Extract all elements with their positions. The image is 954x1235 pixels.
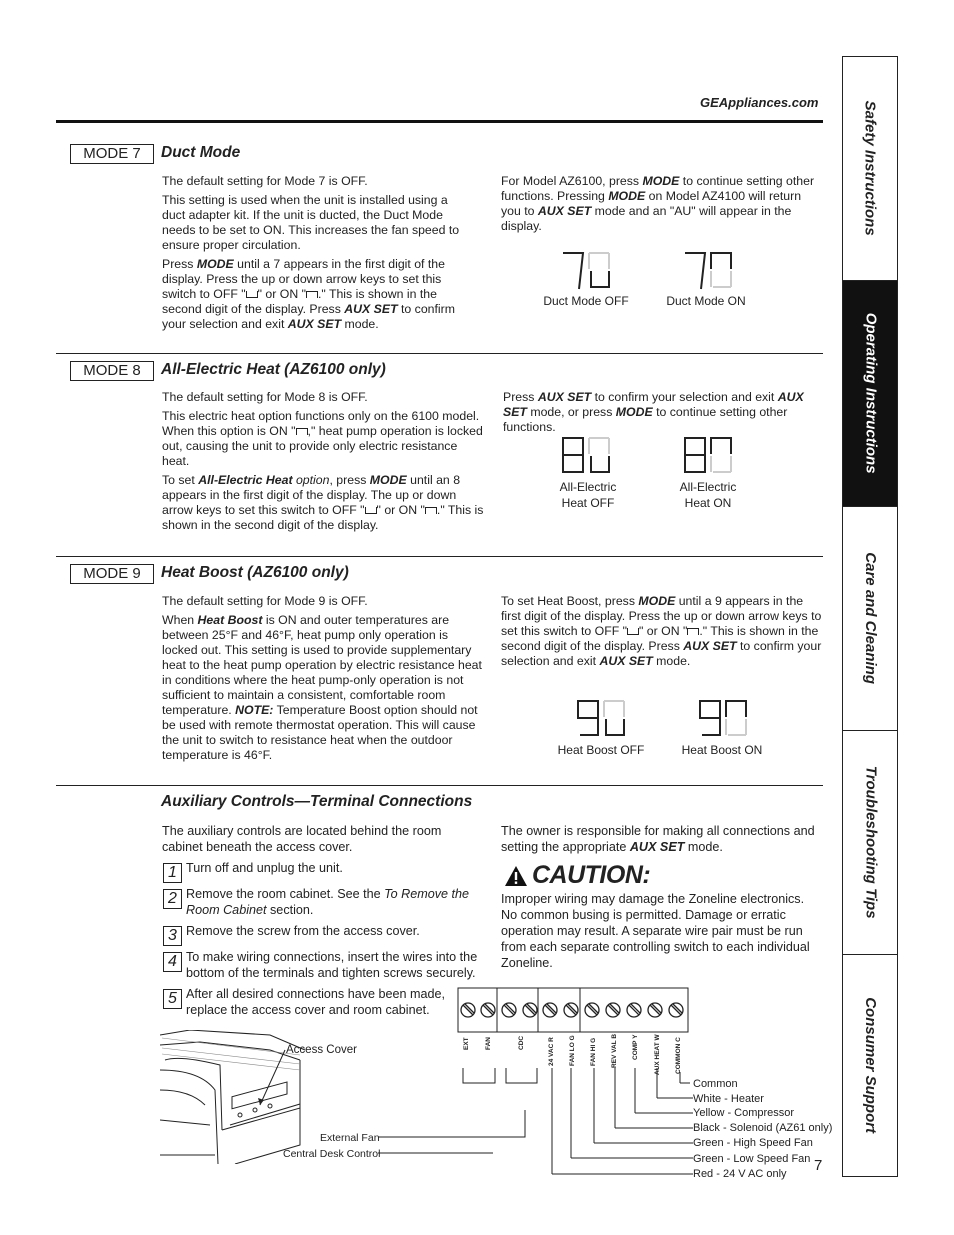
step-text: After all desired connections have been made, replace the access cover and room cabinet. <box>186 987 446 1017</box>
access-cover-label: Access Cover <box>286 1044 357 1056</box>
lcd-electric-on-icon <box>682 435 738 477</box>
mode7-text: The default setting for Mode 7 is OFF. This setting is used when the unit is installed using a duct adapter kit. If the unit is ducted, the Duct Mode needs to be set to ON. This increases the fan speed to ensure proper circulation. Press MODE until a 7 appears in the first digit of the display. Press the up or down arrow keys to set this switch to OFF " " or ON " ." This is shown in the second digit of the display. Press AUX SET to confirm your selection and exit AUX SET mode. <box>162 174 460 331</box>
wire-label: Red - 24 V AC only <box>693 1168 787 1180</box>
terminal-label: FAN <box>485 1037 492 1050</box>
tab-consumer-support[interactable]: Consumer Support <box>862 997 880 1134</box>
on-symbol-icon <box>687 628 699 635</box>
on-symbol-icon <box>306 291 318 298</box>
electric-off-caption: All-Electric Heat OFF <box>559 480 617 510</box>
step-text: Remove the screw from the access cover. <box>186 924 420 938</box>
step-number: 3 <box>163 926 182 946</box>
mode7-badge: MODE 7 <box>70 144 154 164</box>
step-text: Remove the room cabinet. See the To Remove the Room Cabinet section. <box>186 887 470 917</box>
terminal-label: COMMON C <box>675 1037 682 1074</box>
off-symbol-icon <box>627 628 639 635</box>
electric-on-caption: All-Electric Heat ON <box>679 480 737 510</box>
mode9-title: Heat Boost (AZ6100 only) <box>161 564 349 581</box>
terminal-label: FAN HI G <box>590 1037 597 1066</box>
duct-off-caption: Duct Mode OFF <box>543 294 629 308</box>
site-url: GEAppliances.com <box>700 95 819 110</box>
page-number: 7 <box>814 1157 823 1174</box>
lcd-duct-on-icon <box>682 250 738 292</box>
wire-label: Green - Low Speed Fan <box>693 1153 811 1165</box>
terminal-label: AUX HEAT W <box>654 1034 661 1075</box>
wire-label: Green - High Speed Fan <box>693 1137 813 1149</box>
wire-label: Black - Solenoid (AZ61 only) <box>693 1122 833 1134</box>
lcd-duct-off-icon <box>560 250 616 292</box>
mode8-title: All-Electric Heat (AZ6100 only) <box>161 361 386 378</box>
lcd-electric-off-icon <box>560 435 616 477</box>
terminal-label: CDC <box>518 1035 525 1050</box>
off-symbol-icon <box>365 507 377 514</box>
on-symbol-icon <box>296 428 308 435</box>
step-text: To make wiring connections, insert the wires into the bottom of the terminals and tighten screws securely. <box>186 950 478 980</box>
mode9-text: The default setting for Mode 9 is OFF. When Heat Boost is ON and outer temperatures are between 25°F and 46°F, heat pump only operation is locked out. This setting is used to provide supplementary heat to the heat pump operation by electric resistance heat in conditions where the heat pump-only operation is not sufficient to maintain a consistent, comfortable room temperature. NOTE: Temperature Boost option should not be used with remote thermostat operation. This will cause the unit to switch to resistance heat when the outdoor temperature is 46°F. <box>162 594 482 762</box>
caution-text: Improper wiring may damage the Zoneline electronics. No common busing is permitted. Damage or erratic operation may result. A separate wire pair must be run from each separate controlling switch to each individual Zoneline. <box>501 892 810 970</box>
terminal-label: EXT <box>463 1037 470 1050</box>
mode8-right-text: Press AUX SET to confirm your selection and exit AUX SET mode, or press MODE to continue setting other functions. <box>503 390 804 434</box>
tab-safety-instructions[interactable]: Safety Instructions <box>843 57 897 281</box>
aux-title: Auxiliary Controls—Terminal Connections <box>161 793 473 810</box>
wire-label: White - Heater <box>693 1093 764 1105</box>
terminal-label: FAN LO G <box>569 1035 576 1066</box>
step-number: 2 <box>163 889 182 909</box>
terminal-block-diagram <box>455 986 695 1186</box>
terminal-label: REV VAL B <box>611 1033 618 1068</box>
section-sidebar <box>842 56 898 1177</box>
central-desk-label: Central Desk Control <box>283 1148 381 1160</box>
terminal-label: 24 VAC R <box>548 1037 555 1066</box>
on-symbol-icon <box>425 507 437 514</box>
mode8-text: The default setting for Mode 8 is OFF. This electric heat option functions only on the 6100 model. When this option is ON " ," heat pump operation is locked out, causing the unit to provide only electric resistance heat. To set All-Electric Heat option, press MODE until an 8 appears in the first digit of the display. The up or down arrow keys to set this switch to OFF " " or ON " ." This is shown in the second digit of the display. <box>162 390 484 532</box>
tab-care-and-cleaning[interactable]: Care and Cleaning <box>843 507 897 731</box>
mode8-badge: MODE 8 <box>70 361 154 381</box>
warning-triangle-icon <box>503 864 529 888</box>
mode7-title: Duct Mode <box>161 144 241 161</box>
mode8-divider <box>56 556 823 557</box>
caution-heading: CAUTION: <box>532 861 651 889</box>
wire-label: Common <box>693 1078 738 1090</box>
step-number: 5 <box>163 989 182 1009</box>
lcd-boost-on-icon <box>697 698 753 740</box>
mode9-right-text: To set Heat Boost, press MODE until a 9 appears in the first digit of the display. Press the up or down arrow keys to set this switch to OFF " " or ON " ." This is shown in the second digit of the display. Press AUX SET to confirm your selection and exit AUX SET mode. <box>501 594 822 668</box>
tab-troubleshooting-tips[interactable]: Troubleshooting Tips <box>843 731 897 955</box>
owner-text: The owner is responsible for making all connections and setting the appropriate AUX SET mode. <box>501 824 815 854</box>
boost-off-caption: Heat Boost OFF <box>557 743 645 757</box>
step-number: 1 <box>163 863 182 883</box>
wire-label: Yellow - Compressor <box>693 1107 795 1119</box>
external-fan-label: External Fan <box>320 1132 380 1144</box>
mode7-divider <box>56 353 823 354</box>
duct-on-caption: Duct Mode ON <box>666 294 746 308</box>
boost-on-caption: Heat Boost ON <box>681 743 763 757</box>
mode9-divider <box>56 785 823 786</box>
off-symbol-icon <box>246 291 258 298</box>
step-number: 4 <box>163 952 182 972</box>
header-rule <box>56 120 823 123</box>
mode7-right-text: For Model AZ6100, press MODE to continue setting other functions. Pressing MODE on Model AZ4100 will return you to AUX SET mode and an "AU" will appear in the display. <box>501 174 815 233</box>
mode9-badge: MODE 9 <box>70 564 154 584</box>
tab-operating-instructions[interactable]: Operating Instructions <box>843 281 897 507</box>
step-text: Turn off and unplug the unit. <box>186 861 343 875</box>
lcd-boost-off-icon <box>575 698 631 740</box>
aux-intro: The auxiliary controls are located behind the room cabinet beneath the access cover. <box>162 824 442 854</box>
terminal-label: COMP Y <box>632 1034 639 1060</box>
